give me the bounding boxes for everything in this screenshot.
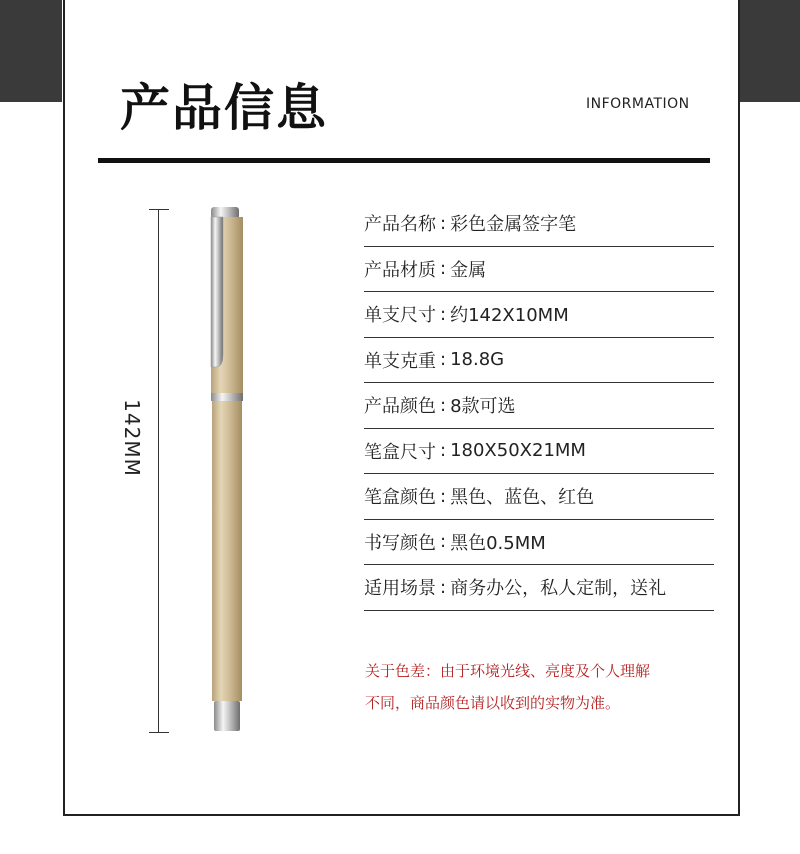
spec-label: 产品颜色	[364, 396, 436, 418]
dimension-tick-bottom	[149, 732, 169, 733]
page-subtitle: INFORMATION	[586, 96, 690, 112]
spec-label: 笔盒尺寸	[364, 441, 436, 463]
color-disclaimer-line-2: 不同，商品颜色请以收到的实物为准。	[365, 694, 621, 712]
spec-label: 单支克重	[364, 350, 436, 372]
spec-label: 适用场景	[364, 578, 436, 600]
corner-block-left	[0, 0, 62, 102]
spec-row-product-name: 产品名称 : 彩色金属签字笔	[364, 201, 714, 247]
page-title: 产品信息	[120, 79, 328, 137]
spec-label: 笔盒颜色	[364, 487, 436, 509]
spec-row-material: 产品材质 : 金属	[364, 247, 714, 293]
dimension-line	[158, 209, 159, 733]
spec-value: 180X50X21MM	[450, 440, 586, 462]
spec-value: 18.8G	[450, 349, 505, 371]
color-disclaimer-line-1: 关于色差：由于环境光线、亮度及个人理解	[365, 662, 651, 680]
pen-ring	[211, 393, 243, 401]
pen-barrel	[212, 401, 242, 701]
spec-label: 产品名称	[364, 214, 436, 236]
spec-value: 约142X10MM	[450, 305, 569, 327]
spec-value: 彩色金属签字笔	[450, 214, 577, 236]
spec-value: 8款可选	[450, 396, 516, 418]
spec-row-ink: 书写颜色 : 黑色0.5MM	[364, 520, 714, 566]
spec-value: 黑色、蓝色、红色	[450, 487, 595, 509]
spec-label: 单支尺寸	[364, 305, 436, 327]
spec-value: 黑色0.5MM	[450, 532, 546, 554]
dimension-tick-top	[149, 209, 169, 210]
spec-row-box-size: 笔盒尺寸 : 180X50X21MM	[364, 429, 714, 475]
spec-value: 商务办公，私人定制，送礼	[450, 578, 667, 600]
pen-end-cap	[214, 701, 240, 731]
spec-row-size: 单支尺寸 : 约142X10MM	[364, 292, 714, 338]
spec-label: 书写颜色	[364, 532, 436, 554]
spec-row-box-colors: 笔盒颜色 : 黑色、蓝色、红色	[364, 474, 714, 520]
spec-row-usage: 适用场景 : 商务办公，私人定制，送礼	[364, 565, 714, 611]
title-divider	[98, 158, 710, 163]
spec-list	[364, 201, 714, 611]
spec-row-weight: 单支克重 : 18.8G	[364, 338, 714, 384]
spec-value: 金属	[450, 259, 487, 281]
pen-image	[205, 205, 247, 735]
corner-block-right	[738, 0, 800, 102]
color-disclaimer	[365, 655, 710, 719]
pen-clip	[211, 217, 223, 367]
spec-row-colors: 产品颜色 : 8款可选	[364, 383, 714, 429]
spec-label: 产品材质	[364, 259, 436, 281]
dimension-label: 142MM	[120, 399, 144, 477]
